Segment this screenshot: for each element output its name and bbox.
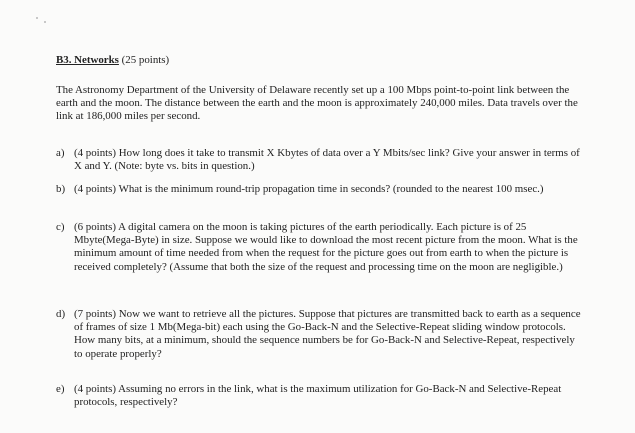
question-label: a): [56, 147, 65, 159]
question-c: [56, 221, 586, 274]
question-b: [56, 183, 586, 196]
question-label: c): [56, 221, 65, 233]
section-points: (25 points): [121, 54, 170, 66]
intro-paragraph: The Astronomy Department of the University of Delaware recently set up a 100 Mbps point-to-point link between the earth and the moon. The distance between the earth and the moon is approximately 240,000 miles. Data travels over the link at 186,000 miles per second.: [56, 84, 578, 123]
question-label: e): [56, 383, 65, 395]
question-d: [56, 308, 586, 361]
section-heading: [56, 54, 169, 67]
question-label: d): [56, 308, 66, 320]
question-label: b): [56, 183, 66, 195]
question-text: (7 points) Now we want to retrieve all the pictures. Suppose that pictures are transmitted back to earth as a sequence of frames of size 1 Mb(Mega-bit) each using the Go-Back-N and the Selective-Repeat sliding window protocols. How many bits, at a minimum, should the sequence numbers be for Go-Back-N and Selective-Repeat, respectively to operate properly?: [74, 308, 581, 360]
question-text: (4 points) What is the minimum round-trip propagation time in seconds? (rounded to the nearest 100 msec.): [74, 183, 544, 195]
question-a: [56, 147, 586, 173]
scan-speck: [44, 21, 46, 23]
section-title: B3. Networks: [56, 54, 119, 66]
question-text: (4 points) How long does it take to transmit X Kbytes of data over a Y Mbits/sec link? Give your answer in terms of X and Y. (Note: byte vs. bits in question.): [74, 147, 580, 173]
question-e: [56, 383, 586, 409]
question-text: (4 points) Assuming no errors in the link, what is the maximum utilization for Go-Back-N and Selective-Repeat protocols, respectively?: [74, 383, 562, 409]
question-text: (6 points) A digital camera on the moon is taking pictures of the earth periodically. Each picture is of 25 Mbyte(Mega-Byte) in size. Suppose we would like to download the most recent picture from the moon. What is the minimum amount of time needed from when the request for the picture goes out from earth to when the picture is received completely? (Assume that both the size of the request and processing time on the moon are negligible.): [74, 221, 578, 273]
scan-speck: [36, 17, 38, 19]
